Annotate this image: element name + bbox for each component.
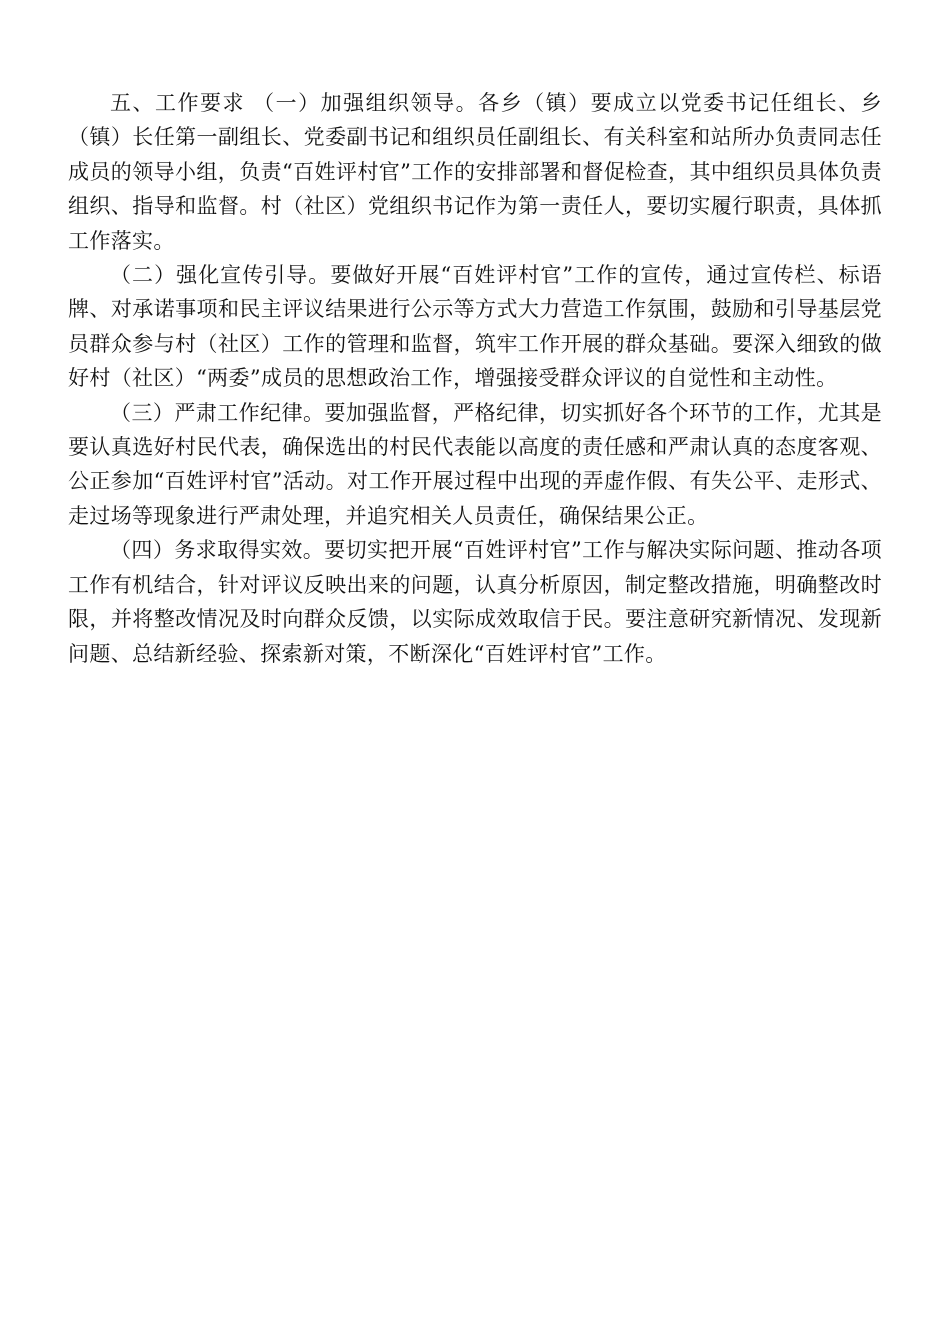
document-body <box>68 86 882 671</box>
paragraph-publicity-guidance: （二）强化宣传引导。要做好开展“百姓评村官”工作的宣传，通过宣传栏、标语牌、对承诺事项和民主评议结果进行公示等方式大力营造工作氛围，鼓励和引导基层党员群众参与村（社区）工作的管理和监督，筑牢工作开展的群众基础。要深入细致的做好村（社区）“两委”成员的思想政治工作，增强接受群众评议的自觉性和主动性。 <box>68 263 882 391</box>
paragraph-work-requirements-organization: 五、工作要求 （一）加强组织领导。各乡（镇）要成立以党委书记任组长、乡（镇）长任第一副组长、党委副书记和组织员任副组长、有关科室和站所办负责同志任成员的领导小组，负责“百姓评村官”工作的安排部署和督促检查，其中组织员具体负责组织、指导和监督。村（社区）党组织书记作为第一责任人，要切实履行职责，具体抓工作落实。 <box>68 91 882 253</box>
paragraph-practical-results: （四）务求取得实效。要切实把开展“百姓评村官”工作与解决实际问题、推动各项工作有机结合，针对评议反映出来的问题，认真分析原因，制定整改措施，明确整改时限，并将整改情况及时向群众反馈，以实际成效取信于民。要注意研究新情况、发现新问题、总结新经验、探索新对策，不断深化“百姓评村官”工作。 <box>68 538 882 666</box>
paragraph-work-discipline: （三）严肃工作纪律。要加强监督，严格纪律，切实抓好各个环节的工作，尤其是要认真选好村民代表，确保选出的村民代表能以高度的责任感和严肃认真的态度客观、公正参加“百姓评村官”活动。对工作开展过程中出现的弄虚作假、有失公平、走形式、走过场等现象进行严肃处理，并追究相关人员责任，确保结果公正。 <box>68 400 882 528</box>
